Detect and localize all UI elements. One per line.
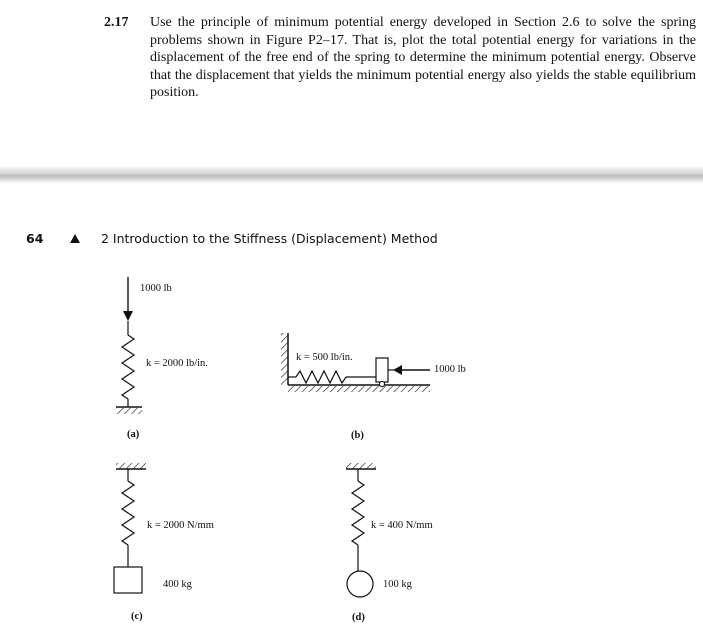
- problem-number: 2.17: [104, 15, 129, 30]
- mass-label-d: 100 kg: [383, 579, 412, 590]
- chapter-title: 2 Introduction to the Stiffness (Displacement) Method: [101, 231, 438, 246]
- caption-b: (b): [351, 430, 364, 441]
- force-label-a: 1000 lb: [140, 283, 172, 294]
- triangle-icon: [70, 234, 80, 243]
- figure-drawing: [0, 255, 703, 631]
- caption-c: (c): [131, 611, 143, 622]
- spring-a: [116, 277, 142, 414]
- spring-c: [114, 463, 146, 593]
- mass-label-c: 400 kg: [163, 579, 192, 590]
- stiffness-label-a: k = 2000 lb/in.: [146, 358, 208, 369]
- stiffness-label-b: k = 500 lb/in.: [296, 352, 353, 363]
- problem-text: Use the principle of minimum potential energy developed in Section 2.6 to solve the spring problems shown in Figure P2–17. That is, plot the total potential energy for variations in the displacement of the free end of the spring to determine the minimum potential energy. Observe that the displacement that yields the minimum potential energy also yields the stable equilibrium position.: [150, 15, 696, 100]
- figure-p2-17: [0, 255, 703, 631]
- stiffness-label-c: k = 2000 N/mm: [147, 520, 214, 531]
- caption-a: (a): [127, 429, 140, 440]
- caption-d: (d): [352, 612, 365, 623]
- running-head: [0, 231, 703, 249]
- page-number: 64: [26, 231, 44, 246]
- page-divider: [0, 167, 703, 183]
- force-label-b: 1000 lb: [434, 364, 466, 375]
- stiffness-label-d: k = 400 N/mm: [371, 520, 433, 531]
